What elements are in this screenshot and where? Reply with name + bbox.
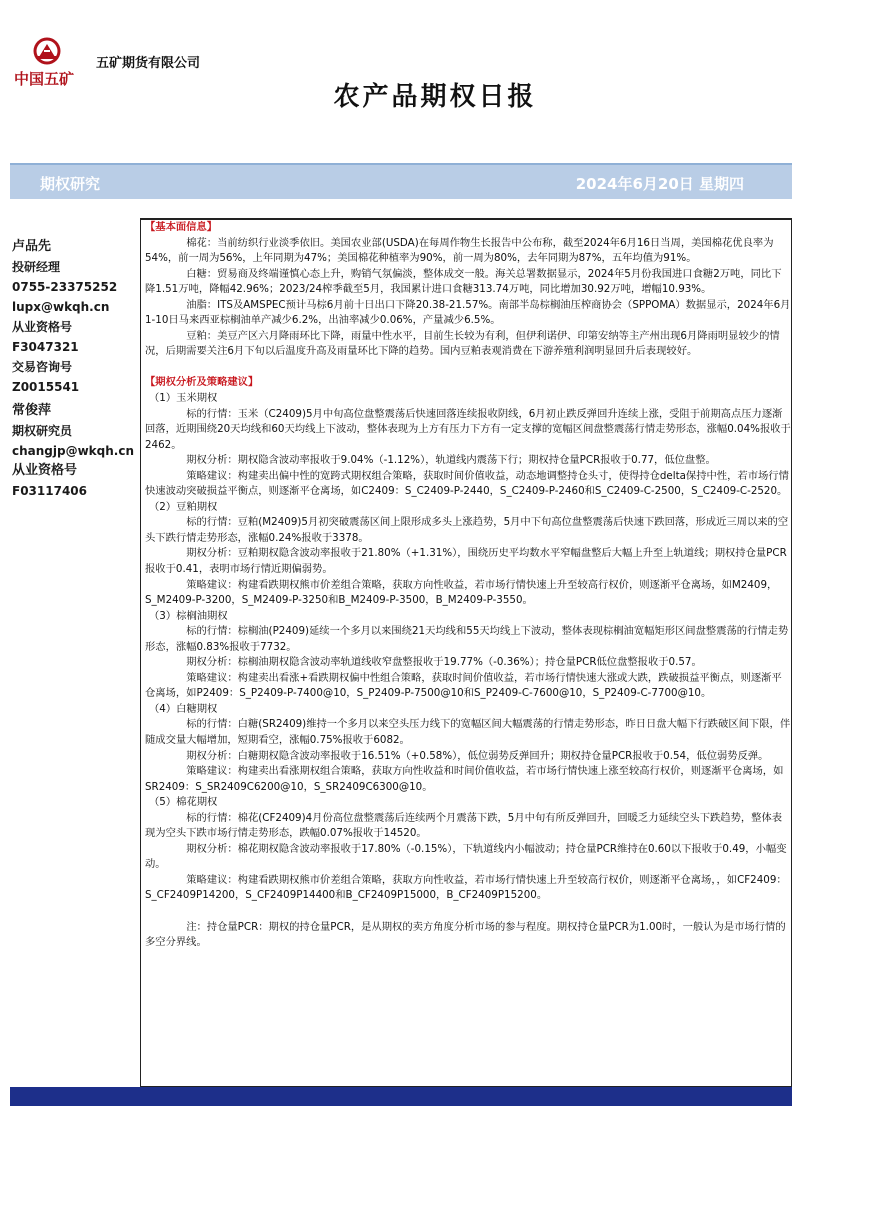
footer-bar (10, 1087, 792, 1106)
basic-paragraph: 白糖：贸易商及终端谨慎心态上升，购销气氛偏淡，整体成交一般。海关总署数据显示，2024年5月份我国进口食糖2万吨，同比下降1.51万吨，降幅42.96%；2023/24榨季截至5月，我国累计进口食糖313.74万吨，同比增加30.92万吨，增幅10.93%。 (145, 267, 782, 296)
option-paragraph: 策略建议：构建卖出看涨期权组合策略，获取方向性收益和时间价值收益，若市场行情快速上涨至较高行权价，则逐渐平仓离场，如SR2409：S_SR2409C6200@10，S_SR2409C6300@10。 (145, 765, 784, 793)
option-paragraph: 期权分析：棕榈油期权隐含波动率轨道线收窄盘整报收于19.77%（-0.36%）；持仓量PCR低位盘整报收于0.57。 (186, 656, 702, 669)
analyst-name: 常俊萍 (12, 403, 52, 418)
analyst-card (12, 237, 117, 397)
analyst-name: 卢品先 (12, 239, 52, 254)
option-paragraph: 期权分析：棉花期权隐含波动率报收于17.80%（-0.15%），下轨道线内小幅波动；持仓量PCR维持在0.60以下报收于0.49，小幅变动。 (145, 842, 787, 871)
analyst-cert: Z0015541 (12, 380, 80, 394)
pcr-note: 注：持仓量PCR：期权的持仓量PCR，是从期权的卖方角度分析市场的参与程度。期权持仓量PCR为1.00时，一般认为是市场行情的多空分界线。 (145, 920, 786, 949)
analyst-sidebar (10, 199, 140, 1087)
spacer (145, 904, 791, 920)
option-paragraph: 标的行情：棕榈油(P2409)延续一个多月以来围绕21天均线和55天均线上下波动，整体表现棕榈油宽幅矩形区间盘整震荡的行情走势形态，涨幅0.83%报收于7732。 (145, 625, 789, 653)
analyst-email: lupx@wkqh.cn (12, 300, 110, 314)
basic-paragraph: 豆粕：美豆产区六月降雨环比下降，雨量中性水平，目前生长较为有利，但伊利诺伊、印第安纳等主产州出现6月降雨明显较少的情况，后期需要关注6月下旬以后温度升高及雨量环比下降的趋势。国内豆粕表观消费在下游养殖利润明显回升后表现较好。 (145, 329, 780, 358)
option-paragraph: 期权分析：豆粕期权隐含波动率报收于21.80%（+1.31%），围绕历史平均数水平窄幅盘整后大幅上升至上轨道线；期权持仓量PCR报收于0.41，表明市场行情近期偏弱势。 (145, 547, 787, 575)
option-section-title: （1）玉米期权 (149, 391, 218, 404)
strategy-section-header: 【期权分析及策略建议】 (145, 376, 259, 389)
analyst-title: 期权研究员 (12, 424, 73, 438)
banner-date: 2024年6月20日 星期四 (575, 175, 744, 193)
option-section-title: （2）豆粕期权 (149, 500, 218, 513)
analyst-card (12, 401, 134, 501)
basic-section-header: 【基本面信息】 (145, 221, 218, 233)
option-paragraph: 标的行情：棉花(CF2409)4月份高位盘整震荡后连续两个月震荡下跌，5月中旬有所反弹回升，回暖乏力延续空头下跌趋势，整体表现为空头下跌市场行情走势形态，跌幅0.07%报收于14520。 (145, 811, 783, 840)
basic-paragraph: 油脂：ITS及AMSPEC预计马棕6月前十日出口下降20.38-21.57%。南部半岛棕榈油压榨商协会（SPPOMA）数据显示，2024年6月1-10日马来西亚棕榈油单产减少6.2%，出油率减少0.06%，产量减少6.5%。 (145, 298, 791, 327)
analyst-cert-label: 从业资格号 (12, 463, 78, 478)
analyst-phone: 0755-23375252 (12, 280, 118, 294)
option-paragraph: 标的行情：玉米（C2409)5月中旬高位盘整震荡后快速回落连续报收阴线，6月初止跌反弹回升连续上涨，受阻于前期高点压力逐渐回落，近期围绕20天均线和60天均线上下波动，整体表现为上方有压力下方有一定支撑的宽幅区间盘整震荡行情走势形态，涨幅0.04%报收于2462。 (145, 407, 791, 451)
option-section-title: （3）棕榈油期权 (149, 609, 228, 622)
analyst-cert-label: 从业资格号 (12, 320, 73, 334)
report-content (140, 220, 792, 1087)
option-paragraph: 策略建议：构建卖出看涨+看跌期权偏中性组合策略，获取时间价值收益，若市场行情快速大涨或大跌，跌破损益平衡点，则逐渐平仓离场，如P2409：S_P2409-P-7400@10，S_P2409-P-7500@10和S_P2409-C-7600@10，S_P2409-C-7700@10。 (145, 671, 782, 700)
option-section-title: （5）棉花期权 (149, 796, 218, 809)
option-section-title: （4）白糖期权 (149, 702, 218, 715)
option-paragraph: 策略建议：构建看跌期权熊市价差组合策略，获取方向性收益，若市场行情快速上升至较高行权价，则逐渐平仓离场，如M2409，S_M2409-P-3200，S_M2409-P-3250和B_M2409-P-3500，B_M2409-P-3550。 (145, 578, 778, 607)
analyst-cert: F03117406 (12, 484, 87, 498)
option-paragraph: 策略建议：构建看跌期权熊市价差组合策略，获取方向性收益，若市场行情快速上升至较高行权价，则逐渐平仓离场，，如CF2409：S_CF2409P14200，S_CF2409P14400和B_CF2409P15000，B_CF2409P15200。 (145, 873, 787, 902)
analyst-cert-label: 交易咨询号 (12, 360, 73, 374)
banner-category: 期权研究 (40, 175, 101, 193)
logo-text: 中国五矿 (14, 70, 75, 88)
option-paragraph: 期权分析：期权隐含波动率报收于9.04%（-1.12%），轨道线内震荡下行；期权持仓量PCR报收于0.77，低位盘整。 (186, 454, 716, 467)
company-name: 五矿期货有限公司 (96, 56, 201, 71)
report-title: 农产品期权日报 (333, 82, 537, 112)
report-text (145, 220, 791, 951)
option-paragraph: 标的行情：白糖(SR2409)维持一个多月以来空头压力线下的宽幅区间大幅震荡的行情走势形态，昨日日盘大幅下行跌破区间下限，伴随成交量大幅增加，短期看空，涨幅0.75%报收于6082。 (145, 718, 791, 746)
option-paragraph: 策略建议：构建卖出偏中性的宽跨式期权组合策略，获取时间价值收益，动态地调整持仓头寸，使得持仓delta保持中性，若市场行情快速波动突破损益平衡点，则逐渐平仓离场，如C2409：S_C2409-P-2440，S_C2409-P-2460和S_C2409-C-2500，S_C2409-C-2520。 (145, 469, 789, 498)
analyst-title: 投研经理 (12, 260, 61, 274)
option-paragraph: 期权分析：白糖期权隐含波动率报收于16.51%（+0.58%），低位弱势反弹回升；期权持仓量PCR报收于0.54，低位弱势反弹。 (186, 749, 769, 762)
analyst-email: changjp@wkqh.cn (12, 444, 135, 458)
basic-paragraph: 棉花：当前纺织行业淡季依旧。美国农业部(USDA)在每周作物生长报告中公布称，截至2024年6月16日当周，美国棉花优良率为54%，前一周为56%，上年同期为47%；美国棉花种植率为90%，前一周为80%，去年同期为87%，五年均值为91%。 (145, 236, 774, 265)
analyst-cert: F3047321 (12, 340, 79, 354)
option-paragraph: 标的行情：豆粕(M2409)5月初突破震荡区间上限形成多头上涨趋势，5月中下旬高位盘整震荡后快速下跌回落，形成近三周以来的空头下跌行情走势形态，涨幅0.24%报收于3378。 (145, 516, 789, 544)
spacer (145, 360, 791, 376)
section-banner (10, 163, 792, 199)
company-logo-icon (32, 36, 62, 66)
